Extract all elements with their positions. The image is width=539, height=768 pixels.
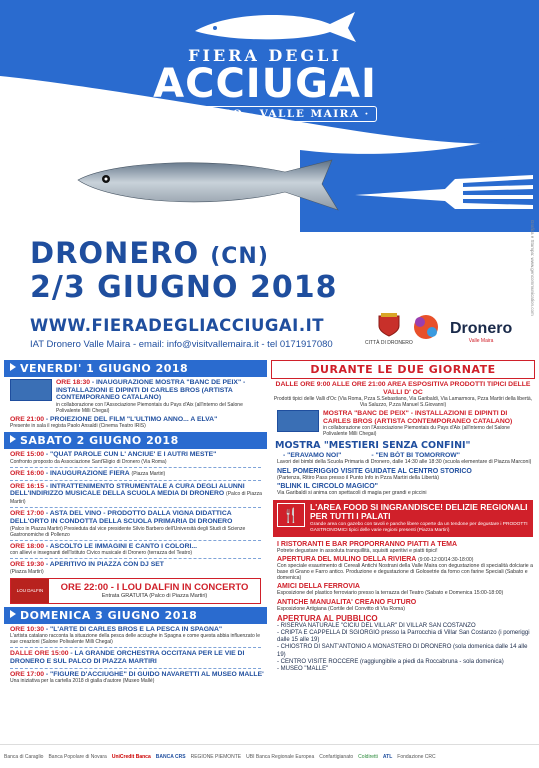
title-big: ACCIUGAI xyxy=(153,61,377,107)
divider xyxy=(10,558,261,559)
event-note: (Piazza Martiri) xyxy=(131,470,166,477)
event-time: DALLE ORE 15:00 xyxy=(10,650,69,658)
event-time: ORE 10:30 xyxy=(10,625,45,633)
event-time: ORE 17:00 xyxy=(10,510,45,518)
sponsor-logo: Confartigianato xyxy=(319,753,354,760)
event-note: (Palco di Piazza Martiri) xyxy=(10,491,262,505)
sponsor-strip xyxy=(0,744,539,768)
ristoranti-title: I RISTORANTI E BAR PROPORRANNO PIATTI A TEMA xyxy=(277,540,458,548)
city-crest-logo xyxy=(365,312,413,346)
area-title: DALLE ORE 9:00 ALLE ORE 21:00 AREA ESPOSITIVA PRODOTTI TIPICI DELLE VALLI D' OC xyxy=(275,381,531,396)
program-right-column xyxy=(271,360,535,673)
sunday-header xyxy=(4,607,267,624)
sunday-event-1 xyxy=(10,626,267,646)
divider xyxy=(10,540,261,541)
event-note: Confronto proposto da Associazione Sant'Eligio di Dronero (Via Roma) xyxy=(10,458,167,465)
event-title: - APERITIVO IN PIAZZA CON DJ SET xyxy=(45,561,164,569)
saturday-event-4 xyxy=(10,510,267,537)
fish-logo-icon xyxy=(190,6,360,46)
visite-title: NEL POMERIGGIO VISITE GUIDATE AL CENTRO STORICO xyxy=(277,467,472,475)
event-title: - PROIEZIONE DEL FILM "L'ULTIMO ANNO... A ELVA" xyxy=(45,415,218,423)
website-url[interactable]: WWW.FIERADEGLIACCIUGAI.IT xyxy=(30,316,324,335)
mestieri-title: MOSTRA "MESTIERI SENZA CONFINI" xyxy=(275,440,471,452)
event-time: ORE 15:00 xyxy=(10,451,45,459)
divider xyxy=(10,668,261,669)
both-days-header: DURANTE LE DUE GIORNATE xyxy=(271,360,535,379)
divider xyxy=(10,480,261,481)
event-time: ORE 16:00 xyxy=(10,469,45,477)
splash-logo-icon xyxy=(410,312,442,342)
event-time: ORE 18:30 xyxy=(56,379,91,386)
ferrovia-note: Esposizione del plastico ferroviario presso la terrazza del Teatro (Sabato e Domenica 15:00-18:00) xyxy=(277,590,504,597)
friday-header xyxy=(4,360,267,377)
province: (CN) xyxy=(210,244,269,269)
event-title: - INTRATTENIMENTO STRUMENTALE A CURA DEGLI ALUNNI DELL'INDIRIZZO MUSICALE DELLA SCUOLA MEDIA DI DRONERO xyxy=(10,482,245,498)
event-note: Presente in sala il regista Paolo Ansaldi (Cinema Teatro IRIS) xyxy=(10,423,146,430)
event-title: - "L'ARTE DI CARLES BROS E LA PESCA IN SPAGNA" xyxy=(45,625,223,633)
concert-box xyxy=(10,578,261,604)
sunday-header-label: DOMENICA 3 GIUGNO 2018 xyxy=(20,608,198,622)
sunday-event-3 xyxy=(10,671,267,685)
event-title xyxy=(150,46,380,122)
event-note: (Piazza Martiri) xyxy=(10,568,44,575)
exhibition-thumbnail xyxy=(277,410,319,432)
saturday-event-2 xyxy=(10,470,267,478)
aperture-item-1: - RISERVA NATURALE "CICIU DEL VILLAR" DI VILLAR SAN COSTANZO xyxy=(277,622,476,629)
event-title: - ASTA DEL VINO - PRODOTTO DALLA VIGNA DIDATTICA DELL'ORTO IN CONDOTTA DELLA SCUOLA PRIMARIA DI DRONERO xyxy=(10,510,233,525)
food-area-box xyxy=(273,500,533,537)
event-note: L'artista catalano racconta la situazione della pesca delle acciughe in Spagna e come questa abbia influenzato le sue creazioni (Salone Polivalente Milli Chegai) xyxy=(10,633,261,646)
ferrovia-title: AMICI DELLA FERROVIA xyxy=(277,583,360,591)
mulino-time: (9:00-12:00/14:30-18:00) xyxy=(418,556,474,563)
mestieri-item-1: - "ERAVAMO NOI" xyxy=(283,452,342,460)
event-note: Una iniziativa per la cartella 2018 di gialla d'autore (Museo Mallé) xyxy=(10,678,155,685)
aperture-item-4: - CENTRO VISITE ROCCERE (raggiungibile a piedi da Roccabruna - sola domenica) xyxy=(277,658,504,665)
event-note: con allievi e insegnanti dell'Istituto Civico musicale di Dronero (terrazza del Teatro) xyxy=(10,550,193,557)
sponsor-logo: BANCA CRS xyxy=(155,753,186,760)
event-title: - "FIGURE D'ACCIUGHE" DI GUIDO NAVARETTI AL MUSEO MALLE' xyxy=(45,670,264,678)
mestieri-note: Lavori dei bimbi della Scuola Primaria di Dronero, dalle 14:30 alle 18:30 (scuola elementare di Piazza Marconi) xyxy=(277,459,532,466)
event-title: - INAUGURAZIONE FIERA xyxy=(45,469,130,477)
program-left-column xyxy=(4,360,267,685)
sponsor-logo: UBI Banca Regionale Europea xyxy=(246,753,315,760)
food-title: L'AREA FOOD SI INGRANDISCE! DELIZIE REGIONALI PER TUTTI I PALATI xyxy=(310,501,528,522)
lou-dalfin-logo: LOU DALFIN xyxy=(11,579,49,603)
manualita-note: Esposizione Artigiana (Cortile del Convitto di Via Roma) xyxy=(277,605,405,612)
contact-info: IAT Dronero Valle Maira - email: info@visitvallemaira.it - tel 0171917080 xyxy=(30,339,333,350)
saturday-event-3 xyxy=(10,483,267,506)
exhibition-thumbnail xyxy=(10,379,52,401)
sponsor-logo: UniCredit Banca xyxy=(111,753,151,760)
friday-header-label: VENERDI' 1 GIUGNO 2018 xyxy=(20,362,189,375)
saturday-event-1 xyxy=(10,451,267,465)
arrow-icon xyxy=(10,435,16,443)
event-title: - ASCOLTO LE IMMAGINI E CANTO I COLORI... xyxy=(45,542,198,550)
mulino-note: Con speciale esaurimento di Cereali Antichi Nostrani della Valle Maira con degustazione di specialità dolciarie a base di Grano e Farro antico. Produzione e degustazione di Golosetrie da forno con farine Speciali (Sabato e domenica) xyxy=(277,562,533,582)
title-small: FIERA DEGLI xyxy=(188,46,342,65)
divider xyxy=(10,647,261,648)
sponsor-logo: Fondazione CRC xyxy=(397,753,436,760)
event-note: (Palco in Piazza Martiri) Presieduta dal vice presidente Silvio Barbero dell'Università degli Studi di Scienze Gastronomiche di Pollenzo xyxy=(10,525,246,538)
manualita-title: ANTICHE MANUALITA' CREANO FUTURO xyxy=(277,598,417,606)
city-logo-label: CITTÀ DI DRONERO xyxy=(365,340,413,346)
event-title: - INAUGURAZIONE MOSTRA "BANC DE PEIX" - INSTALLAZIONI E DIPINTI DI CARLES BROS (ARTISTA CONTEMPORANEO CATALANO) xyxy=(56,379,246,402)
mostra-note: in collaborazione con l'Associazione Piemontais du Pays d'Aix (all'interno del Salone Polivalente Milli Chegai) xyxy=(323,425,510,438)
aperture-title: APERTURA AL PUBBLICO xyxy=(277,613,378,623)
ristoranti-note: Potrete degustare in assoluta tranquillità, squisiti aperitivi e piatti tipici! xyxy=(277,547,438,554)
title-subtitle: · DRONERO - VALLE MAIRA · xyxy=(153,106,377,122)
arrow-icon xyxy=(10,363,16,371)
circolo-note: Via Garibaldi si anima con spettacoli di magia per grandi e piccini xyxy=(277,489,427,496)
aperture-item-5: - MUSEO "MALLE" xyxy=(277,666,329,673)
concert-title: ORE 22:00 - I LOU DALFIN IN CONCERTO xyxy=(60,582,249,594)
anchovy-illustration xyxy=(70,150,370,225)
food-note: Grande area con gazebo con tavoli e panche libere coperte da un tendone per degustare i PRODOTTI GASTRONOMICI tipici delle varie regioni presenti (Piazza Martiri) xyxy=(310,521,528,533)
hero-banner xyxy=(0,0,539,232)
food-icon: 🍴 xyxy=(277,503,305,527)
sponsor-logo: ATL xyxy=(382,753,393,760)
saturday-event-6 xyxy=(10,561,267,575)
sponsor-logo: Coldiretti xyxy=(358,753,378,760)
concert-note: Entrata GRATUITA (Palco di Piazza Martiri) xyxy=(101,593,208,600)
friday-event-2 xyxy=(10,416,267,430)
visite-note: (Partenza, Ritiro Pass presso il Punto Info in Pzza Martiri della Libertà) xyxy=(277,474,440,481)
saturday-event-5 xyxy=(10,543,267,557)
mulino-heading xyxy=(277,556,535,563)
event-title: - LA GRANDE ORCHESTRA OCCITANA PER LE VIE DI DRONERO E SUL PALCO DI PIAZZA MARTIRI xyxy=(10,650,245,665)
partner-logo xyxy=(410,312,442,344)
area-note: Prodotti tipici delle Valli d'Oc (Via Roma, Pzza S.Sebastiano, Via Garibaldi, Via Lamarmora, Pzza Martiri della libertà, Via Saluzzo, P.zza Manuel S.Giovanni) xyxy=(273,396,533,409)
event-time: ORE 21:00 xyxy=(10,415,45,423)
aperture-item-3: - CHIOSTRO DI SANT'ANTONIO A MONASTERO DI DRONERO (sola domenica dalle 14 alle 19) xyxy=(277,644,528,658)
divider xyxy=(10,507,261,508)
event-note: in collaborazione con l'Associazione Piemontais du Pays d'Aix (all'interno del Salone Polivalente Milli Chegai) xyxy=(56,401,243,414)
divider xyxy=(10,467,261,468)
event-time: ORE 16:15 xyxy=(10,482,45,490)
event-time: ORE 17:00 xyxy=(10,670,45,678)
dronero-logo xyxy=(450,320,512,344)
area-espositiva xyxy=(271,381,535,408)
event-time: ORE 19:30 xyxy=(10,561,45,569)
fork-icon xyxy=(355,165,535,225)
crest-icon xyxy=(374,312,404,338)
city-heading xyxy=(30,236,269,270)
mestieri-item-2: - "EN BÒT BI TOMORROW" xyxy=(371,452,460,460)
sponsor-logo: REGIONE PIEMONTE xyxy=(190,753,242,760)
mostra-banc-de-peix xyxy=(277,410,535,437)
mostra-title: MOSTRA "BANC DE PEIX" - INSTALLAZIONI E DIPINTI DI CARLES BROS (ARTISTA CONTEMPORANEO CATALANO) xyxy=(323,410,513,425)
aperture-item-2: - CRIPTA E CAPPELLA DI SGIORGIO presso la Parrocchia di Villar San Costanzo (i pomeriggi dalle 15 alle 19) xyxy=(277,630,530,644)
saturday-header-label: SABATO 2 GIUGNO 2018 xyxy=(20,434,179,448)
circolo-title: "BLINK IL CIRCOLO MAGICO" xyxy=(277,482,379,490)
city-name: DRONERO xyxy=(30,236,200,270)
saturday-header xyxy=(4,432,267,449)
sponsor-logo: Banca Popolare di Novara xyxy=(48,753,107,760)
dronero-logo-text: Dronero xyxy=(450,320,513,337)
mulino-title: APERTURA DEL MULINO DELLA RIVIERA xyxy=(277,555,417,563)
sunday-event-2 xyxy=(10,650,267,665)
event-time: ORE 18:00 xyxy=(10,542,45,550)
friday-event-1 xyxy=(10,379,267,414)
arrow-icon xyxy=(10,610,16,618)
dronero-logo-tag: Valle Maira xyxy=(468,338,494,344)
event-title: - "QUAT PAROLE CUN L' ANCIUE' E I AUTRI MESTE" xyxy=(45,451,217,459)
credit-text: Grafica e Stampa: www.gencommunication.com xyxy=(530,220,535,316)
sponsor-logo: Banca di Caraglio xyxy=(4,753,44,760)
event-dates: 2/3 GIUGNO 2018 xyxy=(30,270,338,305)
